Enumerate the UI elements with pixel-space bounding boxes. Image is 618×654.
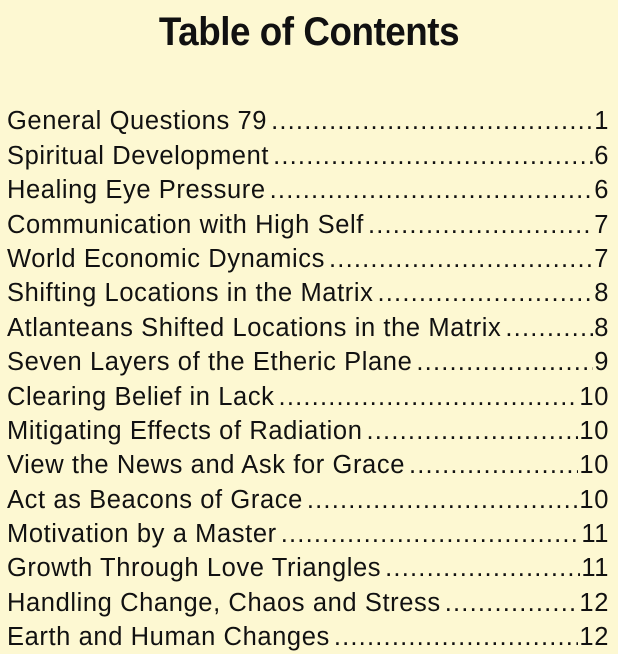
toc-entry-page: 8: [594, 279, 609, 308]
dot-leader: [385, 551, 580, 585]
toc-entry-page: 11: [581, 520, 609, 549]
dot-leader: [377, 276, 593, 310]
dot-leader: [416, 345, 593, 379]
dot-leader: [368, 208, 593, 242]
toc-entry-page: 6: [594, 141, 609, 170]
dot-leader: [307, 483, 579, 517]
toc-entry-title: Spiritual Development: [7, 141, 270, 170]
toc-entry[interactable]: [7, 138, 609, 172]
toc-entry-title: View the News and Ask for Grace: [7, 451, 405, 480]
toc-entry[interactable]: [7, 379, 609, 413]
toc-entry-page: 10: [579, 485, 609, 514]
toc-entry-page: 6: [594, 176, 609, 205]
toc-entry-page: 9: [594, 348, 609, 377]
toc-entry-title: Atlanteans Shifted Locations in the Matrix: [7, 313, 502, 342]
toc-entry-page: 10: [579, 416, 609, 445]
toc-entry-page: 8: [594, 313, 609, 342]
toc-entry[interactable]: [7, 414, 609, 448]
toc-entry[interactable]: [7, 242, 609, 276]
dot-leader: [270, 173, 594, 207]
toc-entry[interactable]: [7, 517, 609, 551]
dot-leader: [273, 139, 593, 173]
toc-entry-page: 12: [579, 588, 609, 617]
toc-entry-title: Act as Beacons of Grace: [7, 485, 303, 514]
toc-entry-page: 12: [579, 623, 609, 652]
toc-entry-title: World Economic Dynamics: [7, 244, 325, 273]
toc-entry-page: 11: [581, 554, 609, 583]
toc-entry[interactable]: [7, 345, 609, 379]
toc-entry-title: Growth Through Love Triangles: [7, 554, 382, 583]
toc-entry-title: Clearing Belief in Lack: [7, 382, 275, 411]
toc-entry[interactable]: [7, 173, 609, 207]
toc-entry[interactable]: [7, 585, 609, 619]
toc-entry[interactable]: [7, 620, 609, 654]
dot-leader: [334, 620, 579, 654]
dot-leader: [366, 414, 578, 448]
toc-entry-title: Seven Layers of the Etheric Plane: [7, 348, 413, 377]
dot-leader: [271, 104, 593, 138]
toc-entry[interactable]: [7, 276, 609, 310]
toc-entry-title: Communication with High Self: [7, 210, 364, 239]
dot-leader: [281, 517, 581, 551]
toc-entry[interactable]: [7, 551, 609, 585]
page-title: Table of Contents: [158, 10, 460, 54]
toc-entry-title: General Questions 79: [7, 107, 268, 136]
toc-entry-title: Shifting Locations in the Matrix: [7, 279, 374, 308]
toc-entry[interactable]: [7, 207, 609, 241]
dot-leader: [505, 311, 593, 345]
dot-leader: [279, 380, 579, 414]
toc-entry-title: Mitigating Effects of Radiation: [7, 416, 363, 445]
toc-entry-page: 7: [594, 210, 609, 239]
toc-entry-page: 10: [579, 451, 609, 480]
toc-entry[interactable]: [7, 448, 609, 482]
dot-leader: [445, 586, 579, 620]
toc-entry-page: 10: [579, 382, 609, 411]
toc-entry[interactable]: [7, 104, 609, 138]
toc-entry[interactable]: [7, 482, 609, 516]
toc-entry-title: Earth and Human Changes: [7, 623, 330, 652]
toc-entry-page: 1: [594, 107, 609, 136]
toc-entry-title: Motivation by a Master: [7, 520, 277, 549]
dot-leader: [409, 448, 578, 482]
toc-entry[interactable]: [7, 310, 609, 344]
toc-entry-page: 7: [594, 244, 609, 273]
toc-entry-title: Healing Eye Pressure: [7, 176, 266, 205]
dot-leader: [329, 242, 593, 276]
toc-entry-title: Handling Change, Chaos and Stress: [7, 588, 441, 617]
toc-list: [7, 104, 609, 654]
